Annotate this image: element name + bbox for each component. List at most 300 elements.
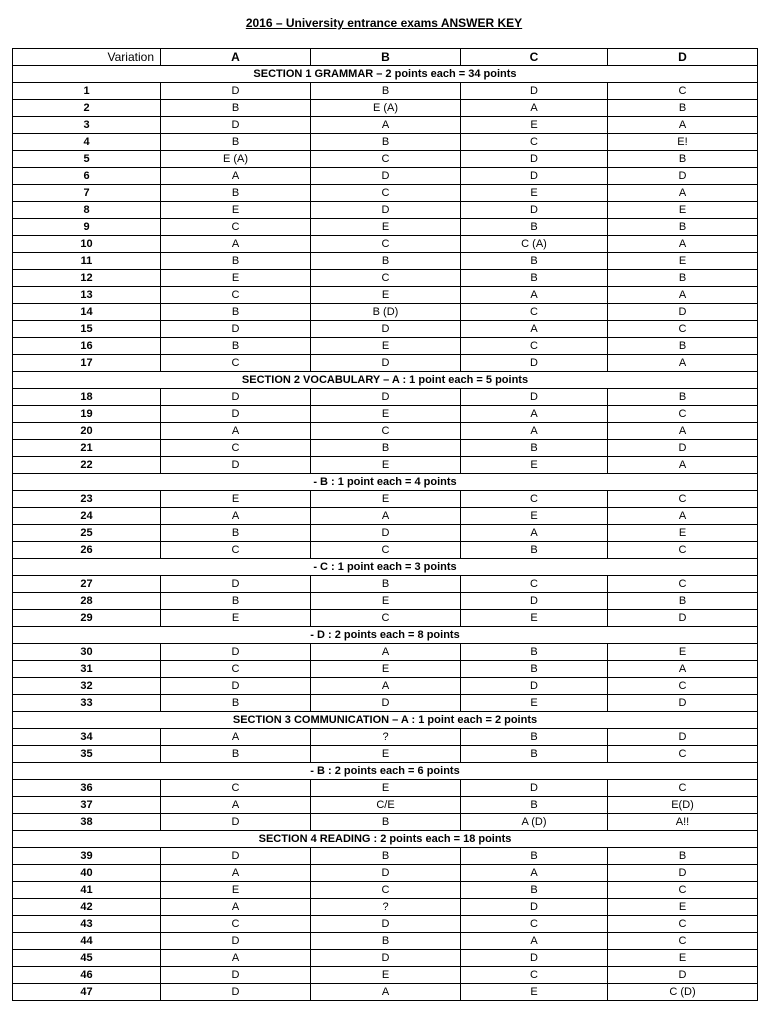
answer-row [13,389,758,406]
answer-b: C [311,423,461,440]
question-number: 36 [13,780,161,797]
answer-row [13,661,758,678]
answer-row [13,729,758,746]
answer-c: D [461,151,608,168]
answer-d: D [608,967,758,984]
answer-d: B [608,100,758,117]
answer-d: A [608,287,758,304]
answer-d: D [608,610,758,627]
answer-b: B [311,134,461,151]
section-title: - D : 2 points each = 8 points [13,627,758,644]
answer-a: B [161,695,311,712]
answer-c: A [461,933,608,950]
question-number: 15 [13,321,161,338]
answer-d: D [608,695,758,712]
answer-row [13,950,758,967]
answer-a: B [161,185,311,202]
answer-d: C [608,933,758,950]
answer-c: A [461,321,608,338]
answer-d: E [608,950,758,967]
answer-row [13,916,758,933]
answer-d: C [608,746,758,763]
answer-a: B [161,525,311,542]
answer-a: B [161,100,311,117]
answer-c: C [461,576,608,593]
answer-d: B [608,270,758,287]
answer-a: C [161,542,311,559]
answer-c: C [461,491,608,508]
answer-b: A [311,644,461,661]
answer-a: D [161,814,311,831]
question-number: 39 [13,848,161,865]
answer-b: C [311,542,461,559]
answer-row [13,151,758,168]
answer-d: E! [608,134,758,151]
answer-row [13,338,758,355]
answer-c: E [461,185,608,202]
answer-row [13,321,758,338]
question-number: 31 [13,661,161,678]
answer-c: C (A) [461,236,608,253]
answer-d: C [608,321,758,338]
section-title: - B : 1 point each = 4 points [13,474,758,491]
answer-b: E (A) [311,100,461,117]
answer-d: D [608,440,758,457]
answer-a: C [161,916,311,933]
section-title: SECTION 4 READING : 2 points each = 18 points [13,831,758,848]
question-number: 6 [13,168,161,185]
header-col-a: A [161,49,311,66]
answer-b: E [311,746,461,763]
answer-row [13,899,758,916]
answer-c: B [461,644,608,661]
answer-a: D [161,848,311,865]
question-number: 30 [13,644,161,661]
answer-a: E [161,882,311,899]
question-number: 25 [13,525,161,542]
answer-d: A [608,423,758,440]
answer-b: D [311,321,461,338]
answer-c: B [461,848,608,865]
answer-d: E [608,899,758,916]
answer-a: D [161,457,311,474]
question-number: 9 [13,219,161,236]
answer-c: C [461,304,608,321]
question-number: 21 [13,440,161,457]
question-number: 16 [13,338,161,355]
answer-row [13,406,758,423]
answer-d: C [608,678,758,695]
answer-a: D [161,117,311,134]
section-header-row [13,627,758,644]
answer-row [13,780,758,797]
question-number: 12 [13,270,161,287]
answer-c: A [461,100,608,117]
answer-row [13,848,758,865]
question-number: 19 [13,406,161,423]
answer-a: C [161,219,311,236]
answer-a: D [161,967,311,984]
answer-d: B [608,848,758,865]
answer-b: E [311,491,461,508]
section-header-row [13,712,758,729]
section-header-row [13,474,758,491]
answer-row [13,797,758,814]
answer-b: D [311,916,461,933]
question-number: 47 [13,984,161,1001]
answer-c: D [461,83,608,100]
answer-c: A [461,287,608,304]
answer-a: D [161,389,311,406]
question-number: 11 [13,253,161,270]
answer-c: E [461,984,608,1001]
answer-a: B [161,253,311,270]
answer-a: D [161,984,311,1001]
answer-row [13,83,758,100]
answer-c: C [461,134,608,151]
answer-c: D [461,950,608,967]
question-number: 34 [13,729,161,746]
answer-row [13,984,758,1001]
answer-a: A [161,865,311,882]
answer-d: D [608,865,758,882]
answer-row [13,270,758,287]
answer-c: D [461,355,608,372]
answer-row [13,440,758,457]
answer-b: B [311,576,461,593]
question-number: 28 [13,593,161,610]
answer-c: D [461,593,608,610]
header-col-b: B [311,49,461,66]
answer-b: E [311,338,461,355]
answer-c: D [461,899,608,916]
answer-b: C [311,151,461,168]
answer-c: E [461,457,608,474]
answer-b: ? [311,899,461,916]
answer-b: D [311,525,461,542]
answer-d: A!! [608,814,758,831]
answer-row [13,355,758,372]
answer-d: A [608,457,758,474]
answer-b: B [311,814,461,831]
answer-d: B [608,593,758,610]
answer-c: B [461,729,608,746]
answer-row [13,287,758,304]
question-number: 13 [13,287,161,304]
answer-c: D [461,678,608,695]
answer-a: D [161,83,311,100]
answer-row [13,457,758,474]
question-number: 40 [13,865,161,882]
answer-b: B [311,933,461,950]
answer-b: E [311,287,461,304]
answer-c: B [461,882,608,899]
answer-d: E(D) [608,797,758,814]
answer-b: C/E [311,797,461,814]
answer-row [13,695,758,712]
answer-c: D [461,202,608,219]
answer-d: A [608,661,758,678]
answer-row [13,236,758,253]
answer-b: E [311,967,461,984]
answer-row [13,814,758,831]
answer-d: C [608,542,758,559]
answer-row [13,865,758,882]
answer-c: E [461,508,608,525]
question-number: 14 [13,304,161,321]
answer-b: D [311,389,461,406]
answer-b: E [311,780,461,797]
answer-d: C (D) [608,984,758,1001]
answer-d: E [608,253,758,270]
answer-a: E [161,270,311,287]
answer-a: E [161,610,311,627]
answer-c: B [461,746,608,763]
answer-row [13,253,758,270]
answer-a: C [161,661,311,678]
answer-a: B [161,304,311,321]
answer-a: B [161,746,311,763]
answer-b: D [311,202,461,219]
answer-b: A [311,678,461,695]
answer-d: C [608,780,758,797]
answer-a: C [161,440,311,457]
answer-b: D [311,695,461,712]
question-number: 32 [13,678,161,695]
section-title: SECTION 1 GRAMMAR – 2 points each = 34 points [13,66,758,83]
question-number: 3 [13,117,161,134]
answer-b: D [311,168,461,185]
answer-d: D [608,729,758,746]
answer-d: C [608,576,758,593]
answer-row [13,134,758,151]
answer-c: B [461,270,608,287]
answer-row [13,508,758,525]
answer-b: C [311,270,461,287]
answer-a: B [161,134,311,151]
answer-d: A [608,185,758,202]
answer-c: C [461,967,608,984]
answer-row [13,967,758,984]
answer-a: E [161,491,311,508]
question-number: 10 [13,236,161,253]
question-number: 23 [13,491,161,508]
answer-row [13,491,758,508]
answer-d: E [608,644,758,661]
answer-c: D [461,168,608,185]
answer-a: C [161,780,311,797]
answer-c: B [461,661,608,678]
answer-d: C [608,491,758,508]
answer-row [13,117,758,134]
answer-a: A [161,729,311,746]
answer-row [13,610,758,627]
answer-b: E [311,406,461,423]
answer-a: A [161,508,311,525]
answer-b: B [311,848,461,865]
answer-b: D [311,950,461,967]
answer-d: C [608,916,758,933]
answer-c: A [461,525,608,542]
question-number: 5 [13,151,161,168]
header-variation: Variation [13,49,161,66]
question-number: 45 [13,950,161,967]
question-number: 8 [13,202,161,219]
answer-a: C [161,355,311,372]
answer-row [13,593,758,610]
answer-c: B [461,440,608,457]
question-number: 2 [13,100,161,117]
question-number: 33 [13,695,161,712]
answer-c: A [461,423,608,440]
answer-a: A [161,423,311,440]
header-row [13,49,758,66]
header-col-c: C [461,49,608,66]
answer-d: B [608,338,758,355]
question-number: 46 [13,967,161,984]
answer-a: B [161,338,311,355]
answer-a: A [161,797,311,814]
answer-a: A [161,950,311,967]
answer-c: B [461,542,608,559]
answer-d: C [608,882,758,899]
section-header-row [13,66,758,83]
answer-row [13,542,758,559]
answer-c: A [461,865,608,882]
question-number: 4 [13,134,161,151]
question-number: 38 [13,814,161,831]
answer-b: C [311,185,461,202]
answer-b: B [311,83,461,100]
answer-d: A [608,117,758,134]
question-number: 18 [13,389,161,406]
question-number: 17 [13,355,161,372]
question-number: 27 [13,576,161,593]
answer-d: C [608,406,758,423]
question-number: 44 [13,933,161,950]
section-header-row [13,559,758,576]
answer-a: E [161,202,311,219]
answer-d: B [608,151,758,168]
section-header-row [13,831,758,848]
answer-c: A [461,406,608,423]
answer-c: E [461,695,608,712]
answer-c: B [461,797,608,814]
answer-c: E [461,117,608,134]
section-header-row [13,372,758,389]
answer-d: D [608,168,758,185]
answer-a: C [161,287,311,304]
question-number: 29 [13,610,161,627]
section-header-row [13,763,758,780]
answer-c: B [461,253,608,270]
section-title: SECTION 3 COMMUNICATION – A : 1 point each = 2 points [13,712,758,729]
answer-c: A (D) [461,814,608,831]
answer-row [13,185,758,202]
answer-d: E [608,525,758,542]
answer-b: E [311,457,461,474]
answer-key-body [13,66,758,1001]
answer-key-table [12,48,758,1001]
answer-b: B [311,253,461,270]
question-number: 7 [13,185,161,202]
answer-b: D [311,355,461,372]
answer-b: B (D) [311,304,461,321]
answer-b: C [311,236,461,253]
page-title: 2016 – University entrance exams ANSWER KEY [245,16,523,30]
answer-row [13,423,758,440]
answer-a: A [161,899,311,916]
answer-a: E (A) [161,151,311,168]
answer-d: D [608,304,758,321]
answer-b: A [311,984,461,1001]
answer-row [13,525,758,542]
answer-c: D [461,389,608,406]
answer-a: A [161,236,311,253]
answer-b: A [311,117,461,134]
answer-b: E [311,661,461,678]
question-number: 41 [13,882,161,899]
answer-row [13,219,758,236]
answer-d: B [608,389,758,406]
question-number: 22 [13,457,161,474]
answer-a: D [161,933,311,950]
answer-b: ? [311,729,461,746]
answer-row [13,746,758,763]
answer-b: C [311,882,461,899]
question-number: 35 [13,746,161,763]
question-number: 37 [13,797,161,814]
answer-a: A [161,168,311,185]
answer-b: A [311,508,461,525]
answer-a: D [161,678,311,695]
header-col-d: D [608,49,758,66]
answer-a: D [161,406,311,423]
answer-row [13,304,758,321]
answer-row [13,882,758,899]
question-number: 1 [13,83,161,100]
question-number: 43 [13,916,161,933]
answer-row [13,644,758,661]
answer-d: E [608,202,758,219]
section-title: - C : 1 point each = 3 points [13,559,758,576]
answer-a: D [161,321,311,338]
answer-row [13,168,758,185]
section-title: - B : 2 points each = 6 points [13,763,758,780]
section-title: SECTION 2 VOCABULARY – A : 1 point each = 5 points [13,372,758,389]
question-number: 20 [13,423,161,440]
answer-b: C [311,610,461,627]
answer-c: C [461,338,608,355]
answer-a: D [161,576,311,593]
question-number: 24 [13,508,161,525]
question-number: 42 [13,899,161,916]
question-number: 26 [13,542,161,559]
answer-b: B [311,440,461,457]
answer-d: A [608,236,758,253]
answer-row [13,678,758,695]
answer-row [13,933,758,950]
answer-a: B [161,593,311,610]
answer-c: E [461,610,608,627]
answer-c: B [461,219,608,236]
answer-d: A [608,508,758,525]
answer-c: D [461,780,608,797]
answer-row [13,100,758,117]
answer-b: D [311,865,461,882]
answer-a: D [161,644,311,661]
answer-row [13,576,758,593]
